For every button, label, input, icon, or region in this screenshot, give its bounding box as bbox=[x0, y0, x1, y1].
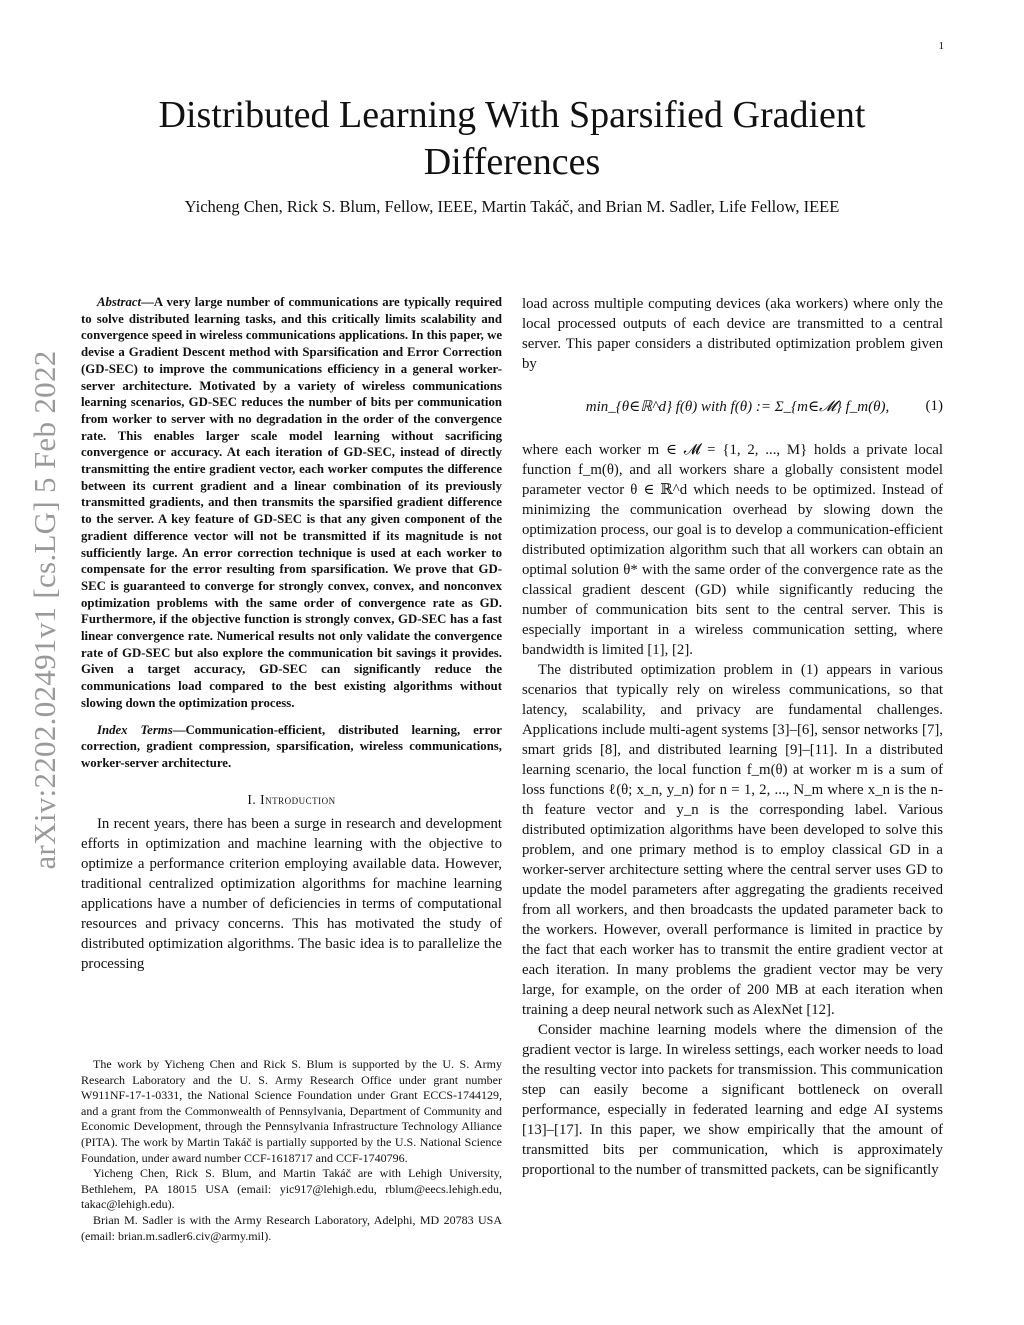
index-terms-text: —Communication-efficient, distributed learning, error correction, gradient compression, sparsification, wireless communications, worker-server architecture. bbox=[81, 722, 502, 770]
footnote-funding: The work by Yicheng Chen and Rick S. Blum is supported by the U. S. Army Research Laboratory and the U. S. Army Research Office under grant number W911NF-17-1-0331, the National Science Foundation under Grant ECCS-1744129, and a grant from the Commonwealth of Pennsylvania, Department of Community and Economic Development, through the Pennsylvania Infrastructure Technology Alliance (PITA). The work by Martin Takáč is partially supported by the U.S. National Science Foundation, under award number CCF-1618717 and CCF-1740796. bbox=[81, 1057, 502, 1165]
right-column bbox=[522, 294, 943, 1180]
index-terms bbox=[81, 722, 502, 772]
right-paragraph-4: Consider machine learning models where the dimension of the gradient vector is large. In wireless settings, each worker needs to load the resulting vector into packets for transmission. This communication step can easily become a significant bottleneck on overall performance, especially in federated learning and edge AI systems [13]–[17]. In this paper, we show empirically that the amount of transmitted bits per communication, which is approximately proportional to the number of transmitted packets, can be significantly bbox=[522, 1022, 943, 1178]
paper-authors: Yicheng Chen, Rick S. Blum, Fellow, IEEE, Martin Takáč, and Brian M. Sadler, Life Fellow, IEEE bbox=[184, 197, 840, 216]
equation-1 bbox=[522, 384, 943, 428]
right-paragraph-3: The distributed optimization problem in (1) appears in various scenarios that typically rely on wireless communications, so that latency, scalability, and privacy are fundamental challenges. Applications include multi-agent systems [3]–[6], sensor networks [7], smart grids [8], and distributed learning [9]–[11]. In a distributed learning scenario, the local function f_m(θ) at worker m is a sum of loss functions ℓ(θ; x_n, y_n) for n = 1, 2, ..., N_m where x_n is the n-th feature vector and y_n is the corresponding label. Various distributed optimization algorithms have been developed to solve this problem, and one primary method is to employ classical GD in a worker-server architecture setting where the central server uses GD to update the model parameters after aggregating the gradients received from all workers, and then broadcasts the updated parameter back to the workers. However, overall performance is limited in practice by the fact that each worker has to transmit the entire gradient vector at each iteration. In many problems the gradient vector may be very large, for example, on the order of 200 MB at each iteration when training a deep neural network such as AlexNet [12]. bbox=[522, 662, 943, 1018]
left-column bbox=[81, 294, 502, 974]
arxiv-stamp-text: arXiv:2202.02491v1 [cs.LG] 5 Feb 2022 bbox=[27, 350, 62, 870]
right-paragraph-1: load across multiple computing devices (aka workers) where only the local processed outputs of each device are transmitted to a central server. This paper considers a distributed optimization problem given by bbox=[522, 296, 943, 372]
abstract-text: —A very large number of communications are typically required to solve distributed learning tasks, and this critically limits scalability and convergence speed in wireless communications applications. In this paper, we devise a Gradient Descent method with Sparsification and Error Correction (GD-SEC) to improve the communications efficiency in a general worker-server architecture. Motivated by a variety of wireless communications learning scenarios, GD-SEC reduces the number of bits per communication from worker to server with no degradation in the order of the convergence rate. This enables larger scale model learning without sacrificing convergence or accuracy. At each iteration of GD-SEC, instead of directly transmitting the entire gradient vector, each worker computes the difference between its current gradient and a linear combination of its previously transmitted gradients, and then transmits the sparsified gradient difference to the server. A key feature of GD-SEC is that any given component of the gradient difference vector will not be transmitted if its magnitude is not sufficiently large. An error correction technique is used at each worker to compensate for the error resulting from sparsification. We prove that GD-SEC is guaranteed to converge for strongly convex, convex, and nonconvex optimization problems with the same order of convergence rate as GD. Furthermore, if the objective function is strongly convex, GD-SEC has a fast linear convergence rate. Numerical results not only validate the convergence rate of GD-SEC but also explore the communication bit savings it provides. Given a target accuracy, GD-SEC can significantly reduce the communications load compared to the best existing algorithms without slowing down the optimization process. bbox=[81, 295, 502, 710]
paper-title: Distributed Learning With Sparsified Gradient Differences bbox=[158, 94, 866, 183]
index-terms-lead: Index Terms bbox=[97, 722, 173, 737]
abstract bbox=[81, 294, 502, 712]
footnote-affiliation-lehigh: Yicheng Chen, Rick S. Blum, and Martin Takáč are with Lehigh University, Bethlehem, PA 18015 USA (email: yic917@lehigh.edu, rblum@eecs.lehigh.edu, takac@lehigh.edu). bbox=[81, 1166, 502, 1212]
equation-1-number: (1) bbox=[925, 397, 943, 414]
arxiv-stamp[interactable] bbox=[20, 300, 70, 920]
footnote-affiliation-arl: Brian M. Sadler is with the Army Research Laboratory, Adelphi, MD 20783 USA (email: brian.m.sadler6.civ@army.mil). bbox=[81, 1212, 502, 1243]
footnotes bbox=[81, 1057, 502, 1244]
section-heading-introduction: I. Introduction bbox=[247, 791, 336, 807]
intro-paragraph: In recent years, there has been a surge in research and development efforts in optimization and machine learning with the objective to optimize a performance criterion employing available data. However, traditional centralized optimization algorithms for machine learning applications have a number of deficiencies in terms of computational resources and privacy concerns. This has motivated the study of distributed optimization algorithms. The basic idea is to parallelize the processing bbox=[81, 815, 502, 972]
equation-1-body: min_{θ∈ℝ^d} f(θ) with f(θ) := Σ_{m∈𝓜} f_m(θ), bbox=[585, 398, 890, 415]
abstract-lead: Abstract bbox=[97, 295, 142, 309]
right-paragraph-2: where each worker m ∈ 𝓜 = {1, 2, ..., M} holds a private local function f_m(θ), and all workers share a globally consistent model parameter vector θ ∈ ℝ^d which needs to be optimized. Instead of minimizing the communication overhead by slowing down the optimization process, our goal is to develop a communication-efficient distributed optimization algorithm such that all workers can obtain an optimal solution θ* with the same order of the convergence rate as the classical gradient descent (GD) while significantly reducing the number of communication bits sent to the central server. This is especially important in a wireless communication setting, where bandwidth is limited [1], [2]. bbox=[522, 442, 943, 658]
page-number: 1 bbox=[938, 40, 944, 52]
